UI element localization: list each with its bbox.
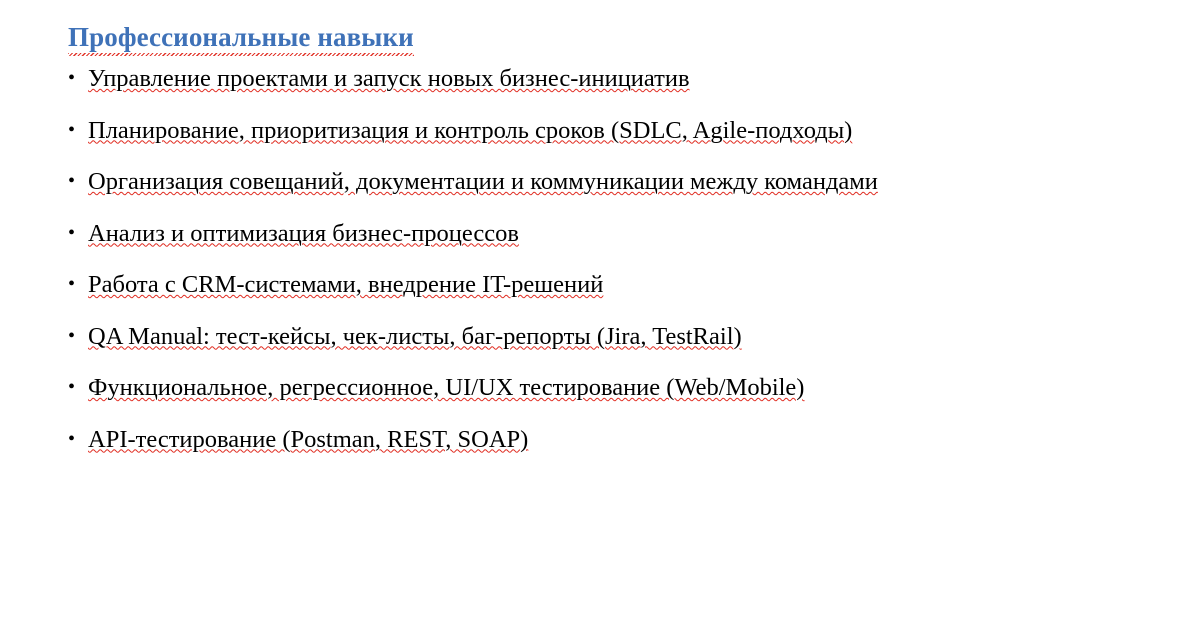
- list-item: [68, 273, 1140, 298]
- skills-list: [68, 67, 1140, 452]
- list-item-text: Управление проектами и запуск новых бизнес-инициатив: [88, 65, 690, 92]
- list-item: [68, 219, 1140, 247]
- list-item-text: Функциональное, регрессионное, UI/UX тестирование (Web/Mobile): [88, 374, 805, 401]
- list-item: [68, 425, 1140, 453]
- list-item-text: Организация совещаний, документации и коммуникации между командами: [88, 168, 878, 195]
- list-item-text: QA Manual: тест-кейсы, чек-листы, баг-репорты (Jira, TestRail): [88, 322, 742, 350]
- heading-container: [68, 22, 1140, 67]
- list-item-text: Работа с CRM-системами, внедрение IT-решений: [88, 271, 604, 298]
- list-item-text: API-тестирование (Postman, REST, SOAP): [88, 425, 529, 453]
- page-title: [68, 22, 414, 53]
- list-item: [68, 376, 1140, 401]
- page-title-text: Профессиональные навыки: [68, 22, 414, 52]
- list-item: [68, 322, 1140, 350]
- list-item: [68, 67, 1140, 92]
- list-item-text: Анализ и оптимизация бизнес-процессов: [88, 219, 519, 247]
- list-item-text: Планирование, приоритизация и контроль сроков (SDLC, Agile-подходы): [88, 116, 853, 144]
- list-item: [68, 116, 1140, 144]
- list-item: [68, 170, 1140, 195]
